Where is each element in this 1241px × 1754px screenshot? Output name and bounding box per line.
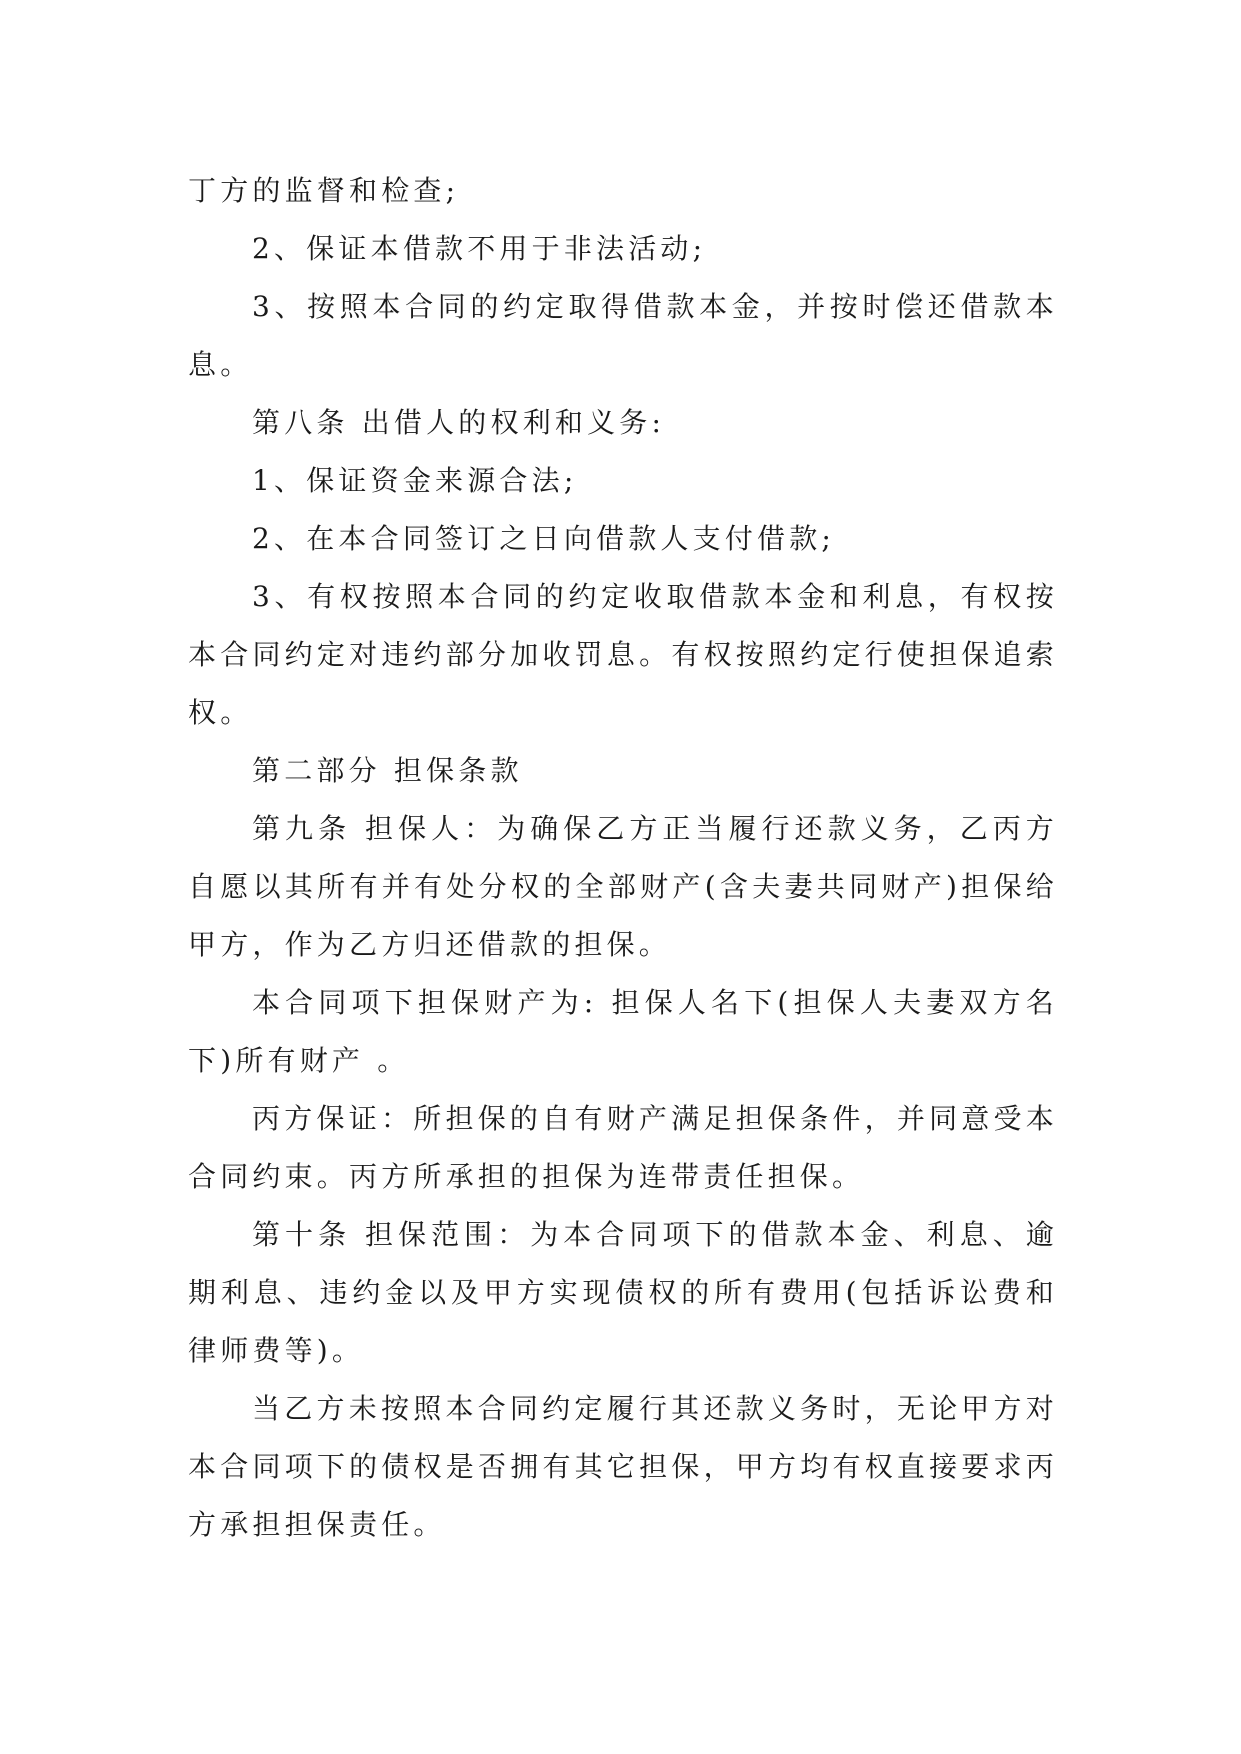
- paragraph-pay-loan: 2、在本合同签订之日向借款人支付借款;: [252, 522, 836, 555]
- paragraph-repayment: 3、按照本合同的约定取得借款本金，并按时偿还借款本息。: [188, 290, 1058, 381]
- article-8-heading: 第八条 出借人的权利和义务:: [252, 406, 666, 439]
- paragraph-supervision: 丁方的监督和检查;: [188, 174, 460, 207]
- paragraph-guarantee-liability: 当乙方未按照本合同约定履行其还款义务时，无论甲方对本合同项下的债权是否拥有其它担保，甲方均有权直接要求丙方承担担保责任。: [188, 1392, 1058, 1541]
- document-body: [188, 162, 1058, 1554]
- article-9-guarantor: 第九条 担保人：为确保乙方正当履行还款义务，乙丙方自愿以其所有并有处分权的全部财产(含夫妻共同财产)担保给甲方，作为乙方归还借款的担保。: [188, 812, 1058, 961]
- paragraph-party-c-guarantee: 丙方保证：所担保的自有财产满足担保条件，并同意受本合同约束。丙方所承担的担保为连带责任担保。: [188, 1102, 1058, 1193]
- paragraph-guaranteed-property: 本合同项下担保财产为: 担保人名下(担保人夫妻双方名下)所有财产 。: [188, 986, 1058, 1077]
- article-10-scope: 第十条 担保范围：为本合同项下的借款本金、利息、逾期利息、违约金以及甲方实现债权的所有费用(包括诉讼费和律师费等)。: [188, 1218, 1058, 1367]
- paragraph-legal-funds: 1、保证资金来源合法;: [252, 464, 578, 497]
- paragraph-no-illegal-use: 2、保证本借款不用于非法活动;: [252, 232, 707, 265]
- part-2-heading: 第二部分 担保条款: [252, 754, 523, 787]
- paragraph-collect-rights: 3、有权按照本合同的约定收取借款本金和利息，有权按本合同约定对违约部分加收罚息。有权按照约定行使担保追索权。: [188, 580, 1058, 729]
